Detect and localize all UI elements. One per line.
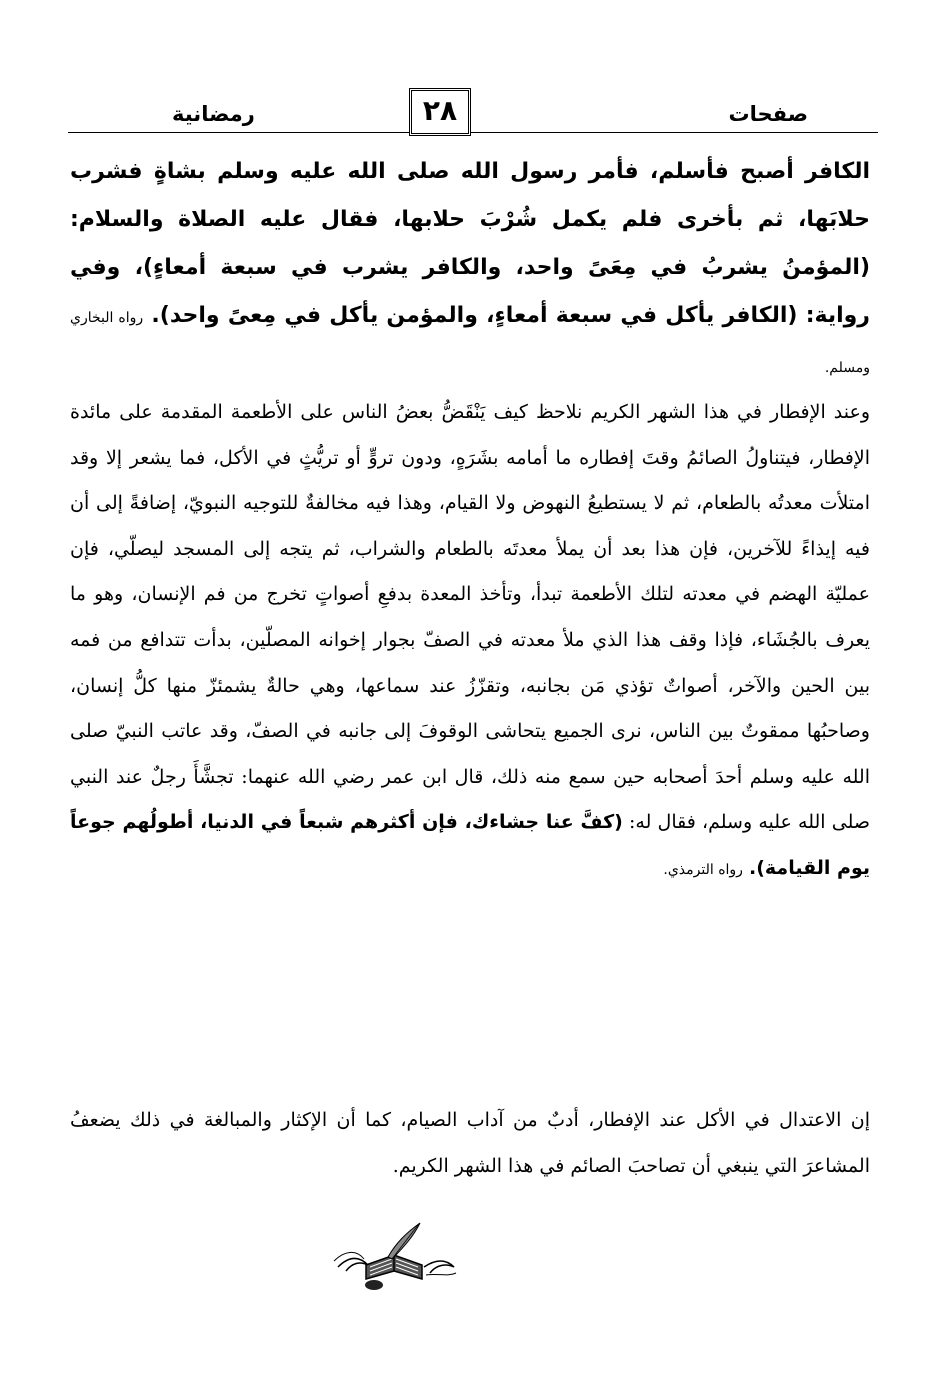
header-rule (68, 132, 878, 133)
hadith-text: الكافر أصبح فأسلم، فأمر رسول الله صلى الله عليه وسلم بشاةٍ فشرب حلابَها، ثم بأخرى فلم يكمل شُرْبَ حلابها، فقال عليه الصلاة والسلام: (المؤمنُ يشربُ في مِعَىً واحد، والكافر يشرب في سبعة أمعاءٍ)، وفي رواية: (الكافر يأكل في سبعة أمعاءٍ، والمؤمن يأكل في مِعىً واحد). (70, 159, 870, 328)
paragraph-2: إن الاعتدال في الأكل عند الإفطار، أدبٌ من آداب الصيام، كما أن الإكثار والمبالغة في ذلك يضعفُ المشاعرَ التي ينبغي أن تصاحبَ الصائم في هذا الشهر الكريم. (70, 1109, 870, 1177)
paragraph-1-quote: (كفَّ عنا جشاءك، فإن أكثرهم شبعاً في الدنيا، أطولُهم جوعاً يوم القيامة). (70, 811, 870, 879)
book-quill-ornament-icon (330, 1215, 460, 1295)
paragraph-1-text: وعند الإفطار في هذا الشهر الكريم نلاحظ كيف يَنْقَضُّ بعضُ الناس على الأطعمة المقدمة على مائدة الإفطار، فيتناولُ الصائمُ وقتَ إفطاره ما أمامه بشَرَهٍ، ودون تروٍّ أو تريُّثٍ في الأكل، فما يشعر إلا وقد امتلأت معدتُه بالطعام، ثم لا يستطيعُ النهوض ولا القيام، وهذا فيه مخالفةٌ للتوجيه النبويّ، إضافةً إلى أن فيه إيذاءً للآخرين، فإن هذا بعد أن يملأ معدتَه بالطعام والشراب، ثم يتجه إلى المسجد ليصلّي، فإن عمليّة الهضم في معدته لتلك الأطعمة تبدأ، وتأخذ المعدة بدفعِ أصواتٍ تخرج من فم الإنسان، وهو ما يعرف بالجُشَاء، فإذا وقف هذا الذي ملأ معدته في الصفّ بجوار إخوانه المصلّين، بدأت تتدافع من فمه بين الحين والآخر، أصواتٌ تؤذي مَن بجانبه، وتقزّزُ عند سماعها، وهي حالةٌ يشمئزّ منها كلُّ إنسان، وصاحبُها ممقوتٌ بين الناس، نرى الجميع يتحاشى الوقوفَ إلى جانبه في الصفّ، وقد عاتب النبيّ صلى الله عليه وسلم أحدَ أصحابه حين سمع منه ذلك، قال ابن عمر رضي الله عنهما: تجشَّأَ رجلٌ عند النبي صلى الله عليه وسلم، فقال له: (70, 401, 870, 834)
paragraph-1 (70, 390, 870, 894)
header-right-title: صفحات (728, 102, 808, 126)
page-number: ٢٨ (409, 88, 471, 136)
paragraph-1-reference: رواه الترمذي. (663, 861, 743, 878)
hadith-reference: رواه البخاري ومسلم. (70, 310, 870, 376)
page-header (68, 88, 878, 136)
header-left-title: رمضانية (172, 102, 255, 126)
hadith-block (70, 148, 870, 392)
